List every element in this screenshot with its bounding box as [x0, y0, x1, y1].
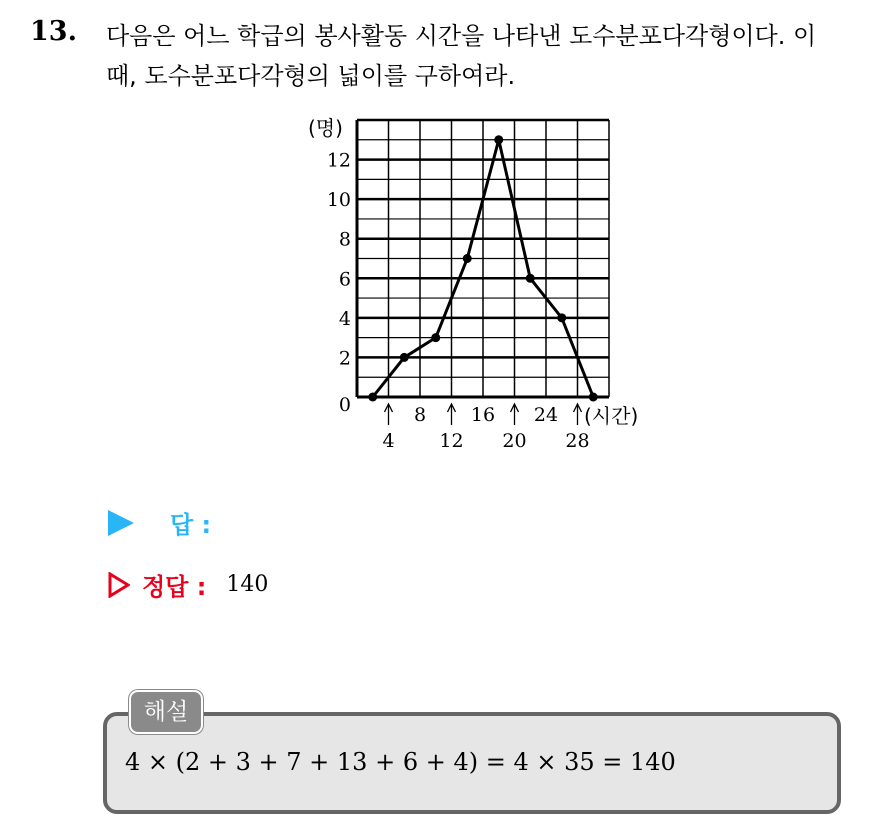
- solution-tag: 해설: [129, 690, 203, 734]
- x-tick-label-bottom: 20: [502, 430, 527, 452]
- question-line-1: 다음은 어느 학급의 봉사활동 시간을 나타낸 도수분포다각형이다. 이: [106, 22, 817, 50]
- x-tick-label-top: 16: [470, 404, 496, 426]
- question-line-2: 때, 도수분포다각형의 넓이를 구하여라.: [106, 62, 516, 90]
- y-tick-label: 8: [338, 228, 351, 251]
- outline-triangle-icon: [108, 572, 130, 598]
- solution-equation: 4 × (2 + 3 + 7 + 13 + 6 + 4) = 4 × 35 = 140: [125, 748, 676, 776]
- frequency-polygon-chart: [300, 110, 670, 460]
- answer-row: [108, 505, 211, 540]
- answer-label: 답 :: [170, 511, 212, 539]
- question-text: [106, 16, 866, 96]
- data-point: [400, 353, 409, 362]
- chart-grid: [357, 120, 609, 397]
- data-point: [526, 274, 535, 283]
- y-tick-label: 10: [326, 189, 351, 212]
- x-tick-label-top: 24: [533, 404, 559, 426]
- y-tick-label: 6: [338, 268, 351, 291]
- question-number: 13.: [30, 16, 77, 47]
- data-point: [368, 393, 377, 402]
- x-tick-label-bottom: 28: [565, 430, 590, 452]
- y-tick-label: 0: [338, 394, 351, 416]
- x-axis-label: (시간): [584, 404, 639, 428]
- correct-answer-value: 140: [226, 572, 269, 597]
- correct-answer-label: 정답 :: [142, 573, 207, 601]
- data-point: [557, 313, 566, 322]
- play-triangle-icon: [108, 510, 134, 536]
- y-axis-label: (명): [308, 116, 343, 140]
- y-tick-labels: [327, 150, 351, 416]
- y-tick-label: 4: [338, 307, 351, 330]
- x-tick-label-bottom: 12: [439, 430, 464, 452]
- y-tick-label: 2: [338, 347, 351, 370]
- correct-answer-row: [108, 567, 268, 602]
- x-tick-label-bottom: 4: [382, 430, 395, 452]
- data-point: [589, 393, 598, 402]
- data-point: [494, 135, 503, 144]
- data-point: [431, 333, 440, 342]
- x-tick-label-top: 8: [413, 404, 427, 426]
- x-tick-labels: [382, 404, 589, 452]
- data-point: [463, 254, 472, 263]
- y-tick-label: 12: [326, 149, 351, 172]
